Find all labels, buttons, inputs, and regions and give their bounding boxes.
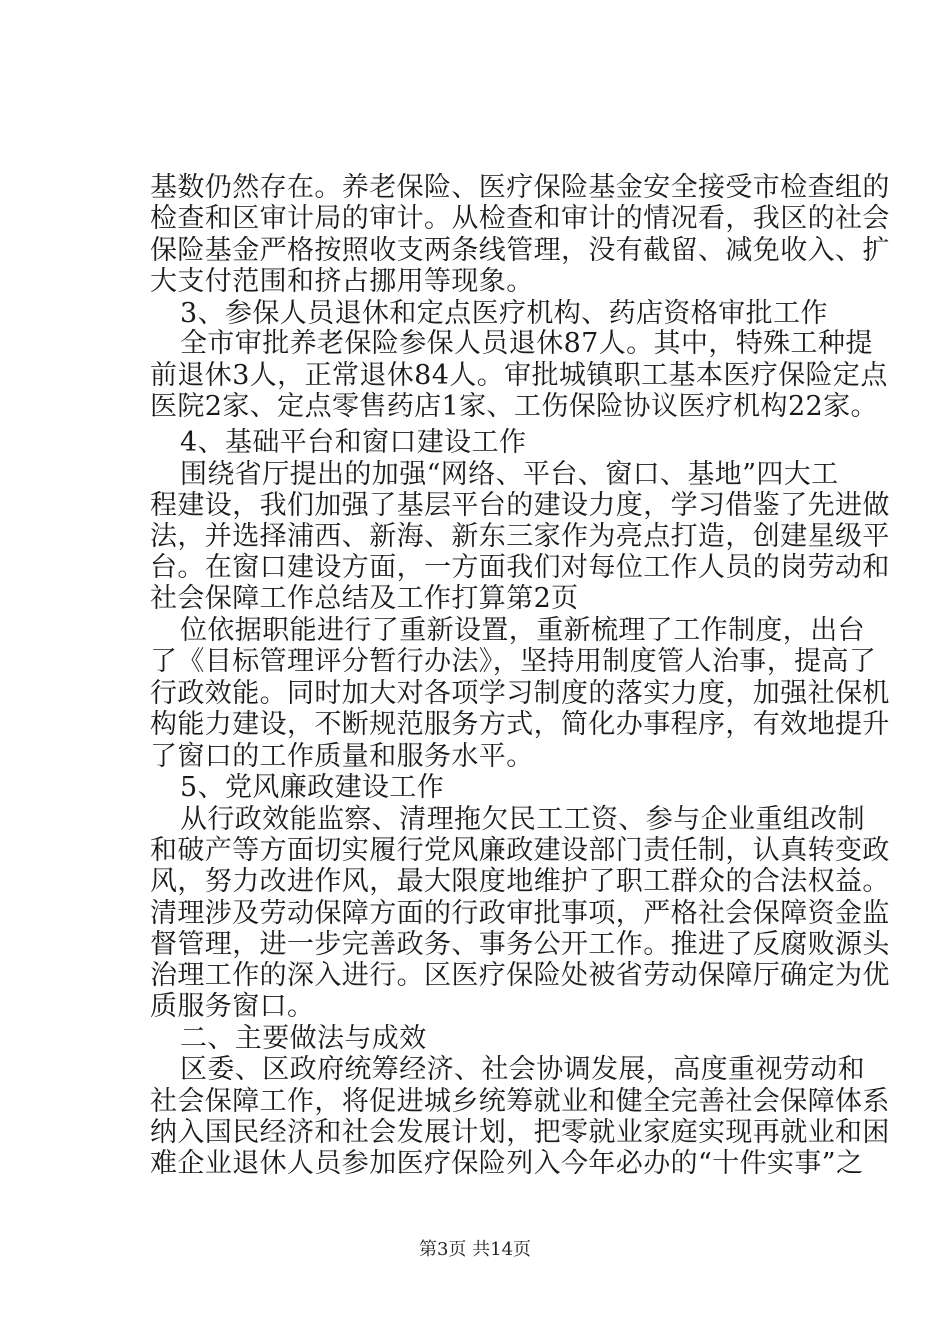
page-footer: 第3页 共14页 — [418, 1239, 532, 1260]
paragraph-line: 构能力建设，不断规范服务方式，简化办事程序，有效地提升 — [150, 709, 890, 740]
paragraph-line: 难企业退休人员参加医疗保险列入今年必办的“十件实事”之 — [150, 1148, 864, 1179]
paragraph-line: 区委、区政府统筹经济、社会协调发展，高度重视劳动和 — [180, 1054, 865, 1085]
section-heading-4: 4、基础平台和窗口建设工作 — [180, 427, 527, 458]
paragraph-line: 台。在窗口建设方面，一方面我们对每位工作人员的岗劳动和 — [150, 552, 890, 583]
paragraph-line: 纳入国民经济和社会发展计划，把零就业家庭实现再就业和困 — [150, 1117, 890, 1148]
paragraph-line: 从行政效能监察、清理拖欠民工工资、参与企业重组改制 — [180, 804, 865, 835]
paragraph-line: 治理工作的深入进行。区医疗保险处被省劳动保障厅确定为优 — [150, 960, 890, 991]
paragraph-line: 了《目标管理评分暂行办法》，坚持用制度管人治事，提高了 — [150, 646, 877, 677]
section-heading-2: 二、主要做法与成效 — [180, 1023, 427, 1054]
paragraph-line: 社会保障工作，将促进城乡统筹就业和健全完善社会保障体系 — [150, 1086, 890, 1117]
paragraph-line: 法，并选择浦西、新海、新东三家作为亮点打造，创建星级平 — [150, 521, 890, 552]
paragraph-line: 了窗口的工作质量和服务水平。 — [150, 741, 534, 772]
paragraph-line: 行政效能。同时加大对各项学习制度的落实力度，加强社保机 — [150, 678, 890, 709]
paragraph-line: 前退休3人，正常退休84人。审批城镇职工基本医疗保险定点 — [150, 360, 888, 391]
paragraph-line: 围绕省厅提出的加强“网络、平台、窗口、基地”四大工 — [180, 459, 839, 490]
paragraph-line: 社会保障工作总结及工作打算第2页 — [150, 583, 579, 614]
paragraph-line: 质服务窗口。 — [150, 991, 315, 1022]
paragraph-line: 督管理，进一步完善政务、事务公开工作。推进了反腐败源头 — [150, 929, 890, 960]
paragraph-line: 全市审批养老保险参保人员退休87人。其中，特殊工种提 — [180, 328, 873, 359]
paragraph-line: 医院2家、定点零售药店1家、工伤保险协议医疗机构22家。 — [150, 391, 878, 422]
paragraph-line: 保险基金严格按照收支两条线管理，没有截留、减免收入、扩 — [150, 235, 890, 266]
section-heading-5: 5、党风廉政建设工作 — [180, 772, 445, 803]
paragraph-line: 程建设，我们加强了基层平台的建设力度，学习借鉴了先进做 — [150, 490, 890, 521]
paragraph-line: 位依据职能进行了重新设置，重新梳理了工作制度，出台 — [180, 615, 865, 646]
paragraph-line: 风，努力改进作风，最大限度地维护了职工群众的合法权益。 — [150, 866, 890, 897]
paragraph-line: 检查和区审计局的审计。从检查和审计的情况看，我区的社会 — [150, 203, 890, 234]
paragraph-line: 和破产等方面切实履行党风廉政建设部门责任制，认真转变政 — [150, 835, 890, 866]
section-heading-3: 3、参保人员退休和定点医疗机构、药店资格审批工作 — [180, 298, 828, 329]
paragraph-line: 清理涉及劳动保障方面的行政审批事项，严格社会保障资金监 — [150, 898, 890, 929]
paragraph-line: 基数仍然存在。养老保险、医疗保险基金安全接受市检查组的 — [150, 172, 890, 203]
paragraph-line: 大支付范围和挤占挪用等现象。 — [150, 266, 534, 297]
